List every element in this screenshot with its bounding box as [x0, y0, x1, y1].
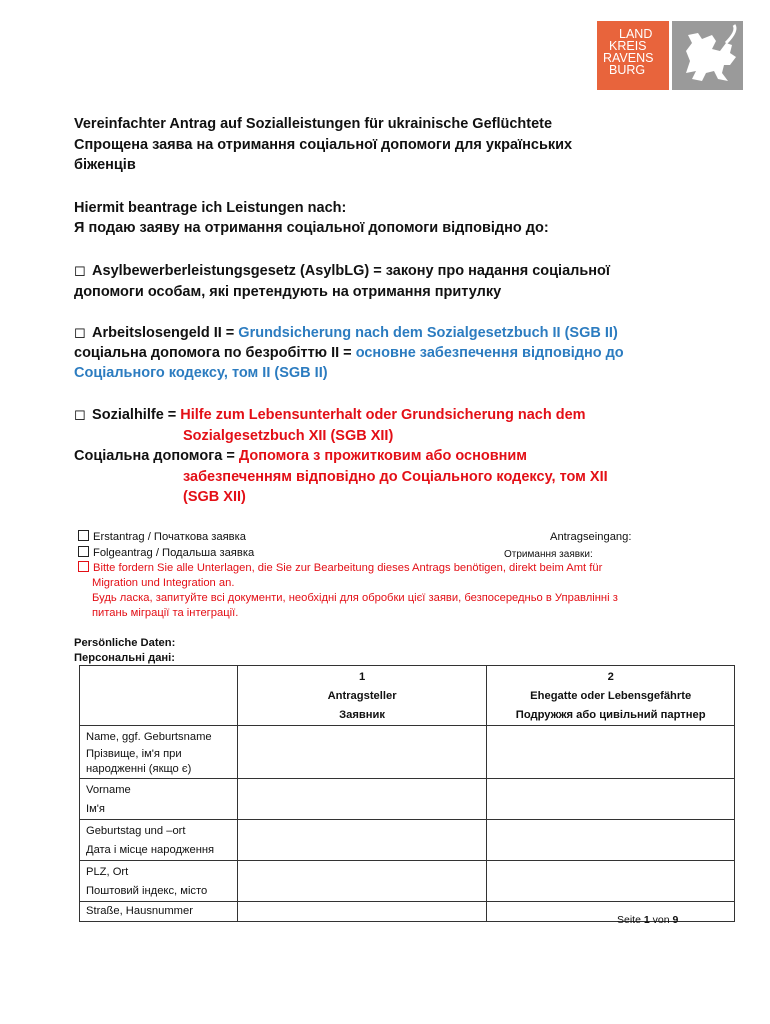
lion-icon [672, 21, 743, 90]
applicant-name-field[interactable] [237, 726, 487, 779]
row-label-name [80, 726, 238, 779]
checkbox-icon[interactable] [78, 561, 89, 572]
column-header-applicant [237, 666, 487, 726]
eingang-uk-label: Отримання заявки: [504, 549, 593, 560]
row-label-de: Geburtstag und –ort [86, 825, 186, 837]
row-label-de: PLZ, Ort [86, 866, 129, 878]
erstantrag-option[interactable] [78, 530, 246, 545]
applicant-birth-field[interactable] [237, 820, 487, 861]
checkbox-icon[interactable]: ◻ [74, 325, 87, 341]
note-uk-line2: питань міграції та інтеграції. [92, 607, 239, 619]
note-uk-line1: Будь ласка, запитуйте всі документи, необхідні для обробки цієї заяви, безпосередньо в Управлінні з [92, 592, 618, 604]
logo-line: BURG [609, 63, 646, 77]
landkreis-logo [597, 21, 743, 90]
option-sozialhilfe-uk-desc: Допомога з прожитковим або основним [238, 448, 528, 464]
applicant-street-field[interactable] [237, 902, 487, 922]
column-label-uk: Заявник [339, 709, 386, 721]
row-label-uk: Ім'я [86, 803, 105, 815]
table-row [80, 779, 735, 820]
erstantrag-label: Erstantrag / Початкова заявка [93, 531, 246, 543]
checkbox-icon[interactable]: ◻ [74, 407, 87, 423]
personal-heading-de: Persönliche Daten: [74, 637, 176, 649]
checkbox-icon[interactable] [78, 530, 89, 541]
antragseingang-label: Antragseingang: [550, 531, 632, 543]
column-label-de: Antragsteller [327, 690, 397, 702]
option-sozialhilfe-uk-label: Соціальна допомога = [74, 448, 239, 464]
option-sozialhilfe-desc: Hilfe zum Lebensunterhalt oder Grundsicherung nach dem [180, 407, 586, 423]
option-asylblg-label: Asylbewerberleistungsgesetz (AsylbLG) = закону про надання соціальної [92, 263, 610, 279]
option-asylblg[interactable] [74, 261, 610, 282]
applicant-plz-field[interactable] [237, 861, 487, 902]
table-header-row [80, 666, 735, 726]
row-label-de: Vorname [86, 784, 131, 796]
note-de-line2: Migration und Integration an. [92, 577, 235, 589]
personal-heading-uk: Персональні дані: [74, 652, 176, 664]
page-of: von [649, 914, 673, 926]
option-sozialhilfe[interactable] [74, 405, 586, 426]
option-alg2-uk-cont: Соціального кодексу, том II (SGB II) [74, 365, 328, 381]
option-sozialhilfe-uk [74, 446, 527, 467]
column-label-de: Ehegatte oder Lebensgefährte [530, 690, 692, 702]
note-de-line1: Bitte fordern Sie alle Unterlagen, die Sie zur Bearbeitung dieses Antrags benötigen, direkt beim Amt für [93, 562, 603, 574]
checkbox-icon[interactable]: ◻ [74, 263, 87, 279]
logo-line: KREIS [609, 39, 647, 53]
intro-uk: Я подаю заяву на отримання соціальної допомоги відповідно до: [74, 220, 549, 236]
option-alg2-uk-label: соціальна допомога по безробіттю II = [74, 345, 356, 361]
column-number: 1 [358, 671, 366, 683]
table-row [80, 726, 735, 779]
folgeantrag-label: Folgeantrag / Подальша заявка [93, 547, 255, 559]
partner-vorname-field[interactable] [487, 779, 735, 820]
logo-line: LAND [619, 27, 653, 41]
option-sozialhilfe-label: Sozialhilfe = [92, 407, 181, 423]
title-uk: Спрощена заява на отримання соціальної допомоги для українських [74, 137, 573, 153]
partner-street-field[interactable] [487, 902, 735, 922]
total-pages: 9 [672, 914, 679, 926]
column-number: 2 [607, 671, 614, 683]
row-label-de: Straße, Hausnummer [86, 905, 193, 917]
option-alg2[interactable] [74, 323, 618, 344]
option-sozialhilfe-uk-cont2: (SGB XII) [183, 489, 246, 505]
documents-note [78, 561, 602, 576]
intro-de: Hiermit beantrage ich Leistungen nach: [74, 200, 347, 216]
partner-name-field[interactable] [487, 726, 735, 779]
folgeantrag-option[interactable] [78, 546, 254, 561]
partner-plz-field[interactable] [487, 861, 735, 902]
option-alg2-uk-desc: основне забезпечення відповідно до [355, 345, 624, 361]
logo-line: RAVENS [603, 51, 654, 65]
title-de: Vereinfachter Antrag auf Sozialleistungen für ukrainische Geflüchtete [74, 116, 553, 132]
partner-birth-field[interactable] [487, 820, 735, 861]
option-alg2-label: Arbeitslosengeld II = [92, 325, 239, 341]
row-label-uk: Поштовий індекс, місто [86, 885, 208, 897]
row-label-plz [80, 861, 238, 902]
row-label-uk: Прізвище, ім'я при [86, 748, 182, 760]
row-label-uk: Дата і місце народження [86, 844, 215, 856]
table-row [80, 861, 735, 902]
checkbox-icon[interactable] [78, 546, 89, 557]
title-uk-cont: біженців [74, 157, 136, 173]
logo-wordmark [597, 21, 669, 90]
row-label-uk-cont: народженні (якщо є) [86, 763, 192, 775]
row-label-vorname [80, 779, 238, 820]
personal-data-table [79, 665, 735, 922]
option-alg2-desc: Grundsicherung nach dem Sozialgesetzbuch II (SGB II) [238, 325, 618, 341]
table-header-empty [80, 666, 238, 726]
option-sozialhilfe-desc-cont: Sozialgesetzbuch XII (SGB XII) [183, 428, 394, 444]
row-label-birth [80, 820, 238, 861]
option-sozialhilfe-uk-cont: забезпеченням відповідно до Соціального кодексу, том XII [183, 469, 608, 485]
column-label-uk: Подружжя або цивільний партнер [515, 709, 706, 721]
table-row [80, 820, 735, 861]
page-number [617, 914, 678, 926]
option-alg2-uk [74, 343, 624, 364]
row-label-de: Name, ggf. Geburtsname [86, 731, 212, 743]
column-header-partner [487, 666, 735, 726]
current-page: 1 [643, 914, 650, 926]
page-prefix: Seite [617, 914, 644, 926]
option-asylblg-cont: допомоги особам, які претендують на отримання притулку [74, 284, 502, 300]
applicant-vorname-field[interactable] [237, 779, 487, 820]
row-label-street [80, 902, 238, 922]
